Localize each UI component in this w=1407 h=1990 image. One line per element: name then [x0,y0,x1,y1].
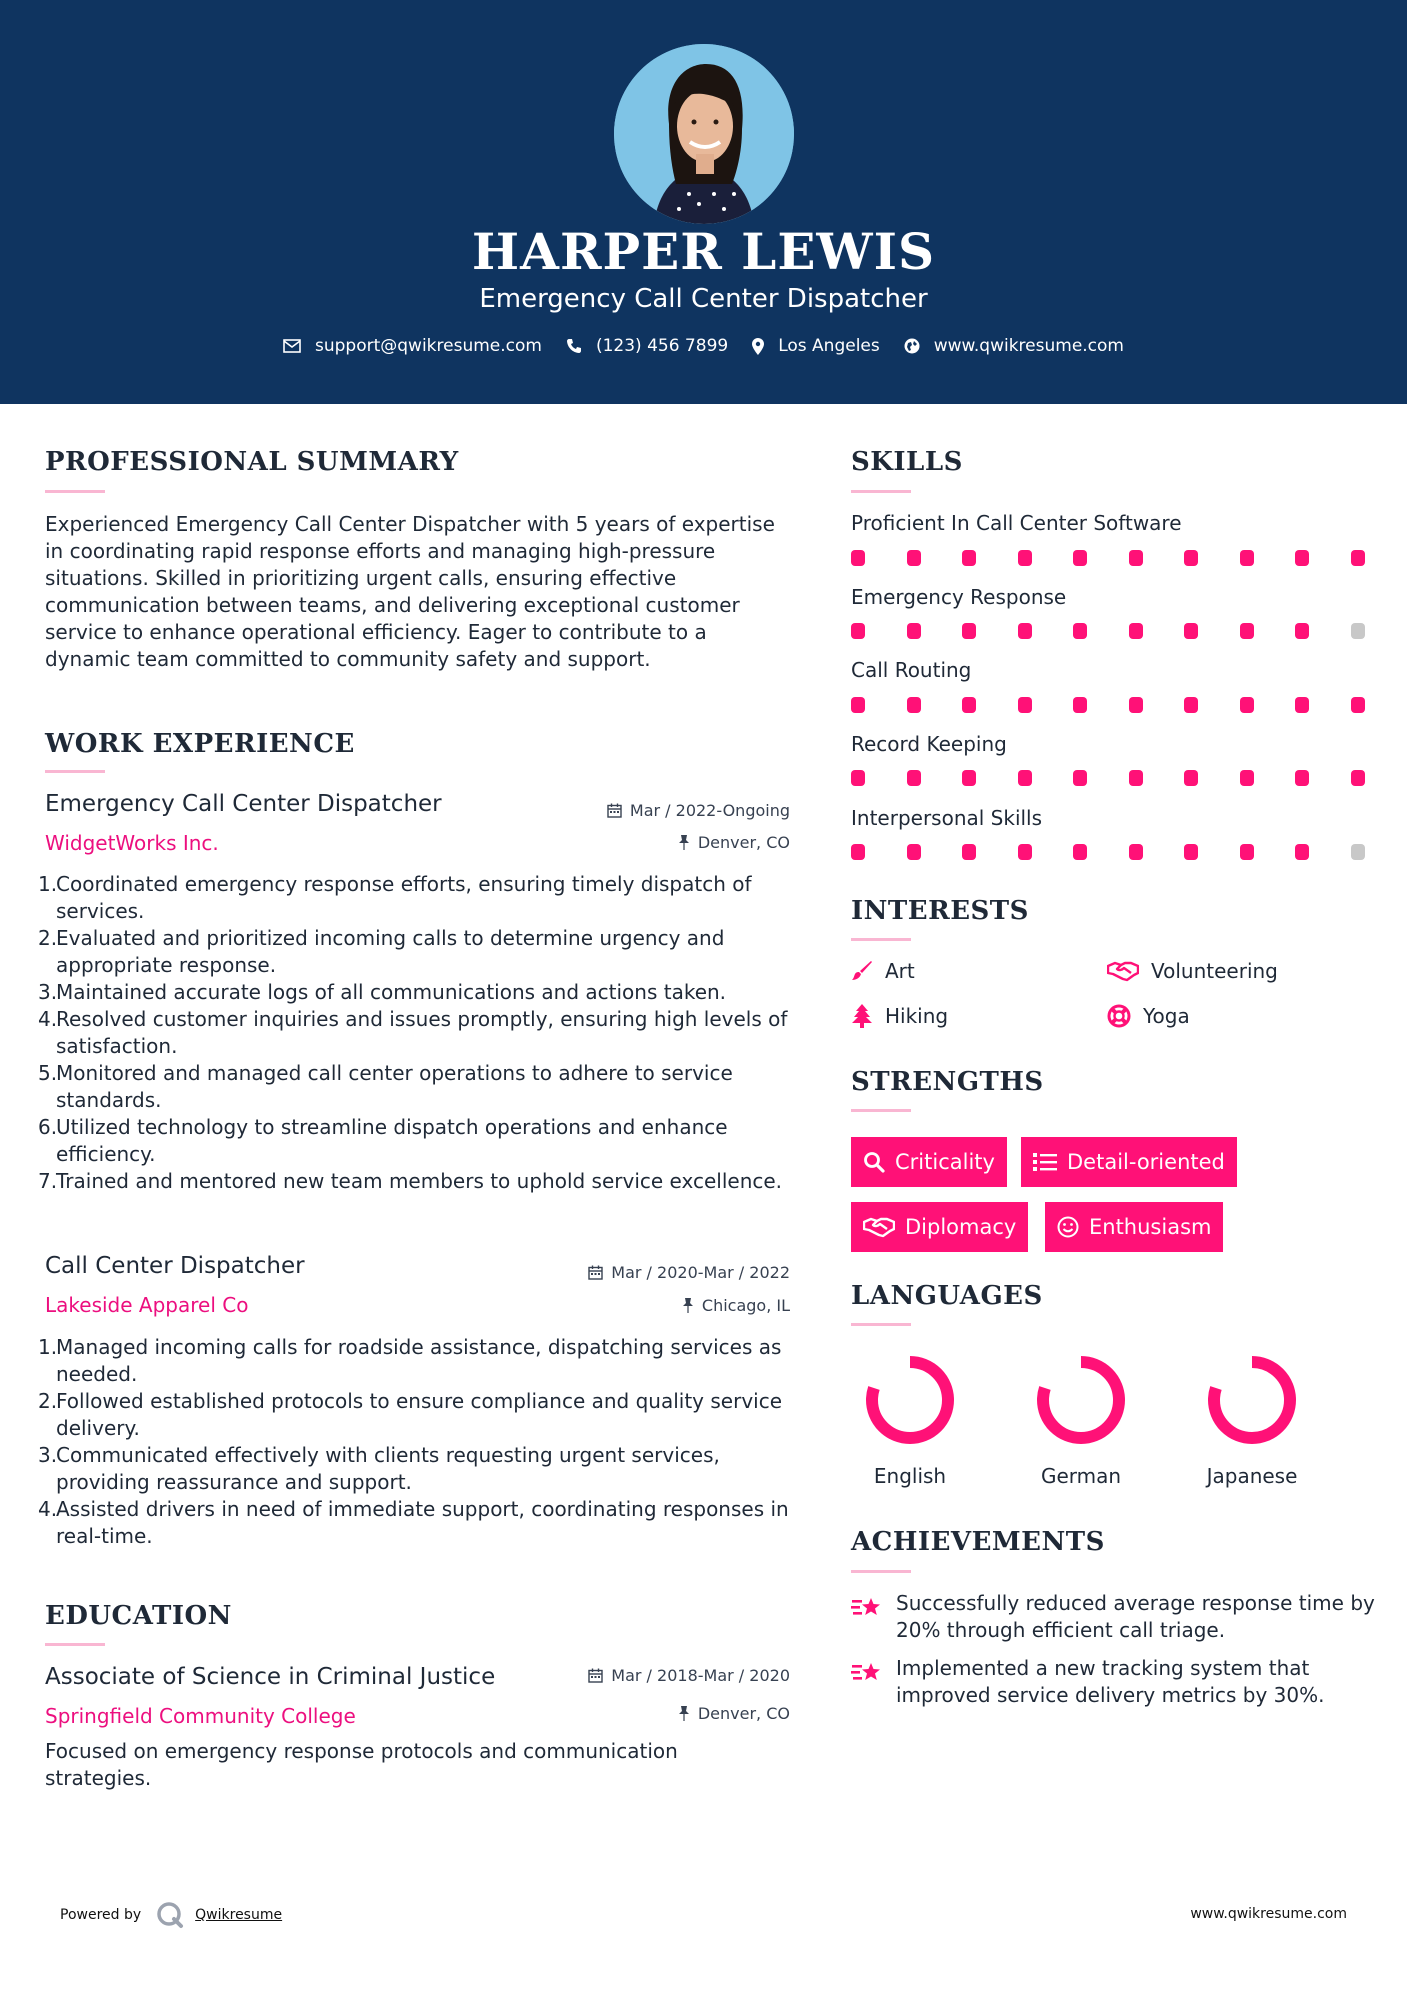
job-dates-text: Mar / 2022-Ongoing [629,801,790,820]
list-item: 1. Managed incoming calls for roadside assistance, dispatching services as needed. [38,1335,782,1386]
skill-dot [1295,770,1309,786]
skill-dot [962,697,976,713]
pushpin-icon [678,835,690,850]
skill-dot [1240,550,1254,566]
company-name: WidgetWorks Inc. [45,831,219,855]
interest-label: Art [885,959,915,983]
job-dates [480,801,790,820]
interest-label: Hiking [885,1004,949,1028]
pushpin-icon [682,1298,694,1313]
list-item: 4. Resolved customer inquiries and issues promptly, ensuring high levels of satisfaction. [38,1007,788,1058]
skill-dot [907,770,921,786]
experience-heading: WORK EXPERIENCE [45,729,355,759]
envelope-icon [283,339,301,353]
skill-label: Proficient In Call Center Software [851,511,1182,535]
job-title: Emergency Call Center Dispatcher [45,791,442,817]
job-duties-list [38,1334,798,1550]
education-dates [480,1666,790,1685]
website-text: www.qwikresume.com [933,336,1124,356]
candidate-role: Emergency Call Center Dispatcher [479,284,928,314]
list-item: 1. Coordinated emergency response efforts, ensuring timely dispatch of services. [38,872,752,923]
skill-rating [851,623,1371,641]
achievement-item: Successfully reduced average response time by 20% through efficient call triage. [896,1591,1375,1642]
list-item: 3. Maintained accurate logs of all communications and actions taken. [38,980,727,1004]
globe-icon [904,338,920,354]
company-name: Lakeside Apparel Co [45,1293,249,1317]
skill-dot [1129,550,1143,566]
list-icon [1033,1152,1057,1172]
skill-dot [1129,844,1143,860]
language-item [845,1352,975,1488]
skill-label: Call Routing [851,658,972,682]
job-dates-text: Mar / 2020-Mar / 2022 [611,1263,790,1282]
education-description: Focused on emergency response protocols and communication strategies. [45,1739,678,1790]
job-location-text: Denver, CO [697,833,790,852]
powered-by-text: Powered by [60,1907,142,1923]
skill-dot [962,550,976,566]
skill-dot [1240,844,1254,860]
language-progress-ring [862,1352,958,1448]
education-dates-text: Mar / 2018-Mar / 2020 [611,1666,790,1685]
job-duties-list [38,871,798,1195]
phone-text: (123) 456 7899 [595,336,729,356]
languages-heading: LANGUAGES [851,1281,1043,1311]
language-progress-arc [872,1362,948,1438]
shooting-star-icon [851,1594,883,1622]
skills-heading: SKILLS [851,447,963,477]
strength-label: Criticality [895,1150,995,1174]
summary-underline [45,490,105,493]
skill-dot [907,697,921,713]
list-item: 2. Followed established protocols to ensure compliance and quality service delivery. [38,1389,783,1440]
summary-heading: PROFESSIONAL SUMMARY [45,447,459,477]
skill-label: Emergency Response [851,585,1067,609]
job-location-text: Chicago, IL [701,1296,790,1315]
skill-dot [1295,623,1309,639]
strength-tag [851,1137,1007,1187]
skill-dot [851,697,865,713]
contact-bar [0,336,1407,356]
summary-text: Experienced Emergency Call Center Dispatcher with 5 years of expertise in coordinating rapid response efforts and managing high-pressure situations. Skilled in prioritizing urgent calls, ensuring effective communication between teams, and delivering exceptional customer service to enhance operational efficiency. Eager to contribute to a dynamic team committed to community safety and support. [45,512,775,671]
language-label: Japanese [1206,1464,1298,1488]
skill-dot [1018,844,1032,860]
education-location-text: Denver, CO [697,1704,790,1723]
experience-underline [45,770,105,773]
languages-underline [851,1323,911,1326]
language-item [1016,1352,1146,1488]
email-text: support@qwikresume.com [315,336,542,356]
language-progress-ring [1033,1352,1129,1448]
contact-location [752,336,880,356]
footer-website[interactable]: www.qwikresume.com [1190,1906,1347,1922]
list-item: 5. Monitored and managed call center operations to adhere to service standards. [38,1061,733,1112]
strengths-underline [851,1109,911,1112]
education-heading: EDUCATION [45,1601,232,1631]
calendar-icon [607,803,622,818]
phone-icon [566,338,582,354]
language-progress-arc [1214,1362,1290,1438]
strength-tag [1045,1202,1223,1252]
handshake-icon [863,1216,895,1238]
strengths-heading: STRENGTHS [851,1067,1044,1097]
skill-dot [851,550,865,566]
strength-label: Detail-oriented [1067,1150,1225,1174]
skill-dot [1351,697,1365,713]
contact-website[interactable] [904,336,1124,356]
calendar-icon [588,1265,603,1280]
list-item: 3. Communicated effectively with clients requesting urgent services, providing reassurance and support. [38,1443,720,1494]
strength-label: Enthusiasm [1089,1215,1212,1239]
map-pin-icon [752,338,764,355]
skill-dot [1129,770,1143,786]
skill-dot [1073,623,1087,639]
skill-dot [1295,697,1309,713]
candidate-name: HARPER LEWIS [471,222,936,281]
achievement-item: Implemented a new tracking system that improved service delivery metrics by 30%. [896,1656,1325,1707]
skill-label: Interpersonal Skills [851,806,1043,830]
skill-dot [1073,770,1087,786]
shooting-star-icon [851,1659,883,1687]
lifering-icon [1107,1004,1131,1028]
education-location [480,1704,790,1723]
paintbrush-icon [851,960,873,982]
interest-item [851,1004,948,1028]
skill-dot [907,844,921,860]
skill-dot [1240,697,1254,713]
skill-dot [1240,623,1254,639]
skill-dot [851,844,865,860]
skill-dot [851,770,865,786]
list-item: 6. Utilized technology to streamline dispatch operations and enhance efficiency. [38,1115,728,1166]
skill-dot [962,770,976,786]
skill-dot [1351,770,1365,786]
strength-tag [1021,1137,1237,1187]
education-underline [45,1643,105,1646]
language-progress-arc [1043,1362,1119,1438]
language-progress-ring [1204,1352,1300,1448]
pushpin-icon [678,1706,690,1721]
contact-email[interactable] [283,336,542,356]
skill-dot [1073,550,1087,566]
skills-underline [851,490,911,493]
skill-dot [1018,623,1032,639]
list-item: 2. Evaluated and prioritized incoming calls to determine urgency and appropriate response. [38,926,725,977]
skill-dot [962,623,976,639]
skill-dot [1184,550,1198,566]
skill-label: Record Keeping [851,732,1007,756]
skill-dot [1129,623,1143,639]
skill-dot [1240,770,1254,786]
language-label: German [1040,1464,1122,1488]
skill-rating [851,844,1371,862]
tree-icon [851,1004,873,1028]
skill-dot [907,550,921,566]
skill-rating [851,770,1371,788]
skill-dot [1073,844,1087,860]
skill-dot [1184,623,1198,639]
search-icon [863,1151,885,1173]
strength-label: Diplomacy [905,1215,1017,1239]
calendar-icon [588,1668,603,1683]
interest-label: Yoga [1143,1004,1190,1028]
avatar [614,44,794,224]
skill-dot [1295,550,1309,566]
qwikresume-logo-icon [155,1900,185,1930]
skill-dot [1073,697,1087,713]
skill-dot [1129,697,1143,713]
skill-rating [851,550,1371,568]
skill-dot [1295,844,1309,860]
list-item: 7. Trained and mentored new team members to uphold service excellence. [38,1169,783,1193]
interests-underline [851,938,911,941]
achievements-underline [851,1570,911,1573]
skill-dot [1184,697,1198,713]
smile-icon [1057,1216,1079,1238]
skill-dot [1351,623,1365,639]
strength-tag [851,1202,1028,1252]
handshake-icon [1107,960,1139,982]
interest-item [1107,1004,1190,1028]
skill-dot [1184,844,1198,860]
language-item [1187,1352,1317,1488]
skill-dot [1184,770,1198,786]
skill-dot [1018,550,1032,566]
interests-heading: INTERESTS [851,896,1029,926]
skill-dot [851,623,865,639]
job-location [480,1296,790,1315]
skill-dot [962,844,976,860]
language-label: English [873,1464,947,1488]
job-dates [480,1263,790,1282]
skill-dot [1018,697,1032,713]
skill-dot [907,623,921,639]
job-location [480,833,790,852]
interest-item [851,959,915,983]
resume-header [0,0,1407,404]
qwikresume-link[interactable]: Qwikresume [195,1907,283,1923]
interest-item [1107,959,1278,983]
skill-dot [1351,550,1365,566]
list-item: 4. Assisted drivers in need of immediate support, coordinating responses in real-time. [38,1497,789,1548]
contact-phone[interactable] [566,336,728,356]
skill-dot [1351,844,1365,860]
footer-powered-by [60,1900,282,1930]
location-text: Los Angeles [778,336,880,356]
school-name: Springfield Community College [45,1704,356,1728]
job-title: Call Center Dispatcher [45,1253,305,1279]
interest-label: Volunteering [1151,959,1278,983]
skill-dot [1018,770,1032,786]
skill-rating [851,697,1371,715]
achievements-heading: ACHIEVEMENTS [851,1527,1105,1557]
degree-title: Associate of Science in Criminal Justice [45,1664,496,1690]
